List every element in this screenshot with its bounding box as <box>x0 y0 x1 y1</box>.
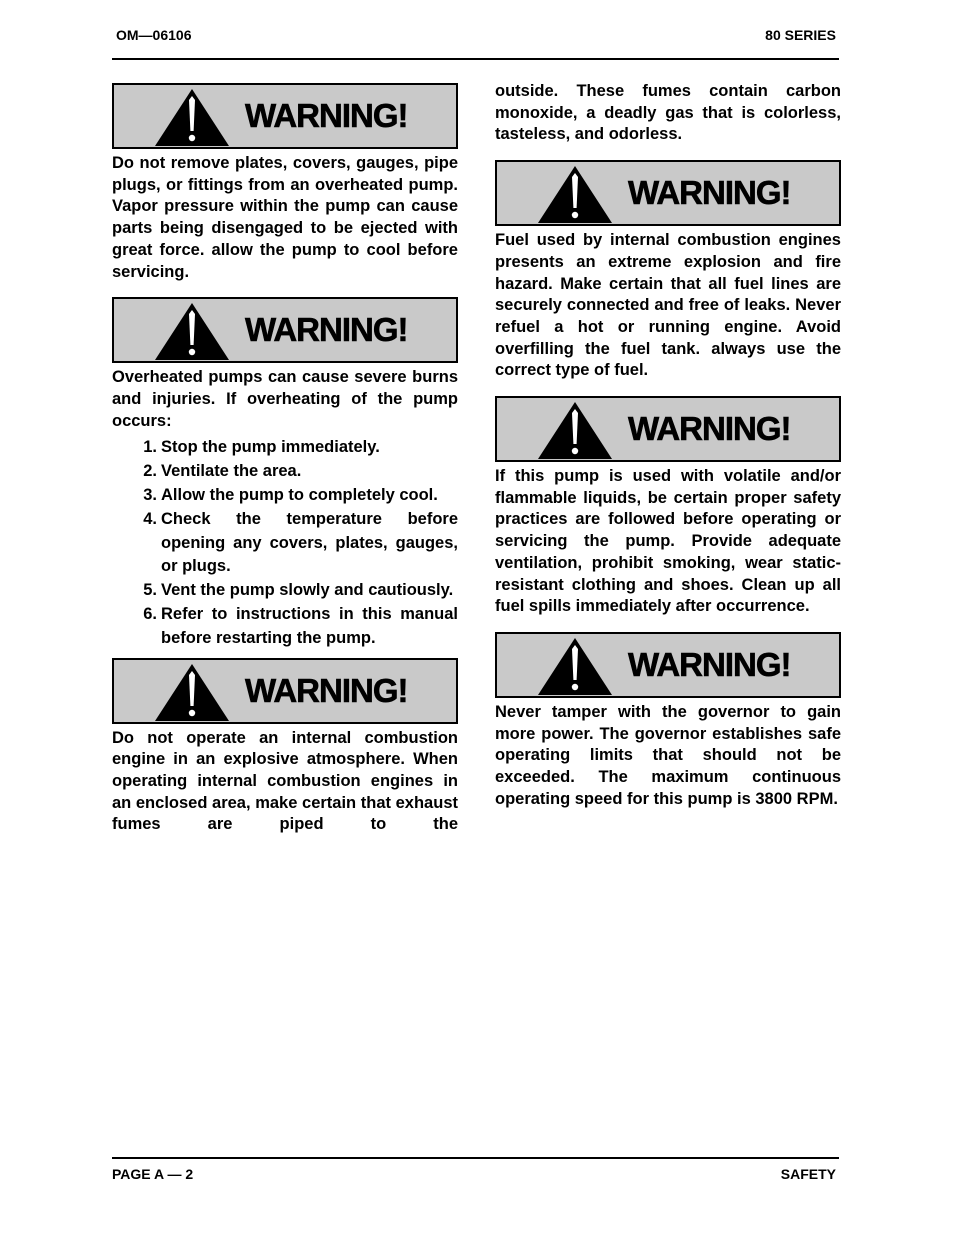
step-number: 5. <box>143 581 157 600</box>
warning-text-overheated-burns: Overheated pumps can cause severe burns and injuries. If overheating of the pump occurs: <box>112 368 458 430</box>
warning-box <box>495 396 841 462</box>
warning-box <box>495 632 841 698</box>
right-column <box>495 81 841 810</box>
warning-box <box>112 658 458 724</box>
step-text: Ventilate the area. <box>161 462 302 481</box>
step-number: 1. <box>143 438 157 457</box>
left-column <box>112 83 458 836</box>
warning-box <box>495 160 841 226</box>
warning-triangle-icon <box>537 165 613 224</box>
document-number: OM—06106 <box>116 27 192 43</box>
warning-text-exhaust-continued: outside. These fumes contain carbon monoxide, a deadly gas that is colorless, tasteless, and odorless. <box>495 82 841 144</box>
step-number: 6. <box>143 604 157 623</box>
list-item <box>112 508 458 579</box>
step-text: Allow the pump to completely cool. <box>161 485 438 504</box>
step-text: Check the temperature before opening any covers, plates, gauges, or plugs. <box>161 509 458 576</box>
warning-text-overheated-parts: Do not remove plates, covers, gauges, pipe plugs, or fittings from an overheated pump. Vapor pressure within the pump can cause parts being disengaged to be ejected with great force. allow the pump to cool before servicing. <box>112 154 458 281</box>
list-item <box>112 436 458 460</box>
warning-text-fuel-hazard: Fuel used by internal combustion engines presents an extreme explosion and fire hazard. Make certain that all fuel lines are securely connected and free of leaks. Never refuel a hot or running engine. Avoid overfilling the fuel tank. always use the correct type of fuel. <box>495 231 841 380</box>
step-number: 4. <box>143 509 157 528</box>
step-text: Refer to instructions in this manual before restarting the pump. <box>161 604 458 647</box>
step-number: 2. <box>143 462 157 481</box>
step-number: 3. <box>143 485 157 504</box>
warning-box <box>112 297 458 363</box>
warning-heading: WARNING! <box>245 97 408 134</box>
list-item <box>112 603 458 651</box>
warning-triangle-icon <box>537 401 613 460</box>
section-name: SAFETY <box>780 1166 836 1182</box>
step-text: Stop the pump immediately. <box>161 438 380 457</box>
warning-heading: WARNING! <box>628 410 791 448</box>
warning-heading: WARNING! <box>245 671 408 709</box>
warning-triangle-icon <box>154 302 230 361</box>
warning-text-explosive-atmosphere: Do not operate an internal combustion engine in an explosive atmosphere. When operating internal combustion engines in an enclosed area, make certain that exhaust fumes are piped to the <box>112 728 458 834</box>
warning-heading: WARNING! <box>245 311 408 349</box>
warning-triangle-icon <box>154 663 230 722</box>
warning-heading: WARNING! <box>628 645 791 683</box>
warning-heading: WARNING! <box>628 174 791 212</box>
list-item <box>112 484 458 508</box>
list-item <box>112 579 458 603</box>
warning-text-flammable-liquids: If this pump is used with volatile and/or flammable liquids, be certain proper safety practices are followed before operating or servicing the pump. Provide adequate ventilation, prohibit smoking, wear static-resistant clothing and shoes. Clean up all fuel spills immediately after occurrence. <box>495 467 841 616</box>
series-title: 80 SERIES <box>765 27 836 43</box>
warning-triangle-icon <box>537 637 613 696</box>
step-text: Vent the pump slowly and cautiously. <box>161 581 454 600</box>
list-item <box>112 460 458 484</box>
header-rule <box>112 58 839 60</box>
warning-text-governor: Never tamper with the governor to gain more power. The governor establishes safe operating limits that should not be exceeded. The maximum continuous operating speed for this pump is 3800 RPM. <box>495 702 841 808</box>
footer-rule <box>112 1157 839 1159</box>
overheating-steps-list <box>112 436 458 650</box>
warning-triangle-icon <box>154 88 230 147</box>
page-number: PAGE A — 2 <box>112 1166 194 1182</box>
warning-box <box>112 83 458 149</box>
